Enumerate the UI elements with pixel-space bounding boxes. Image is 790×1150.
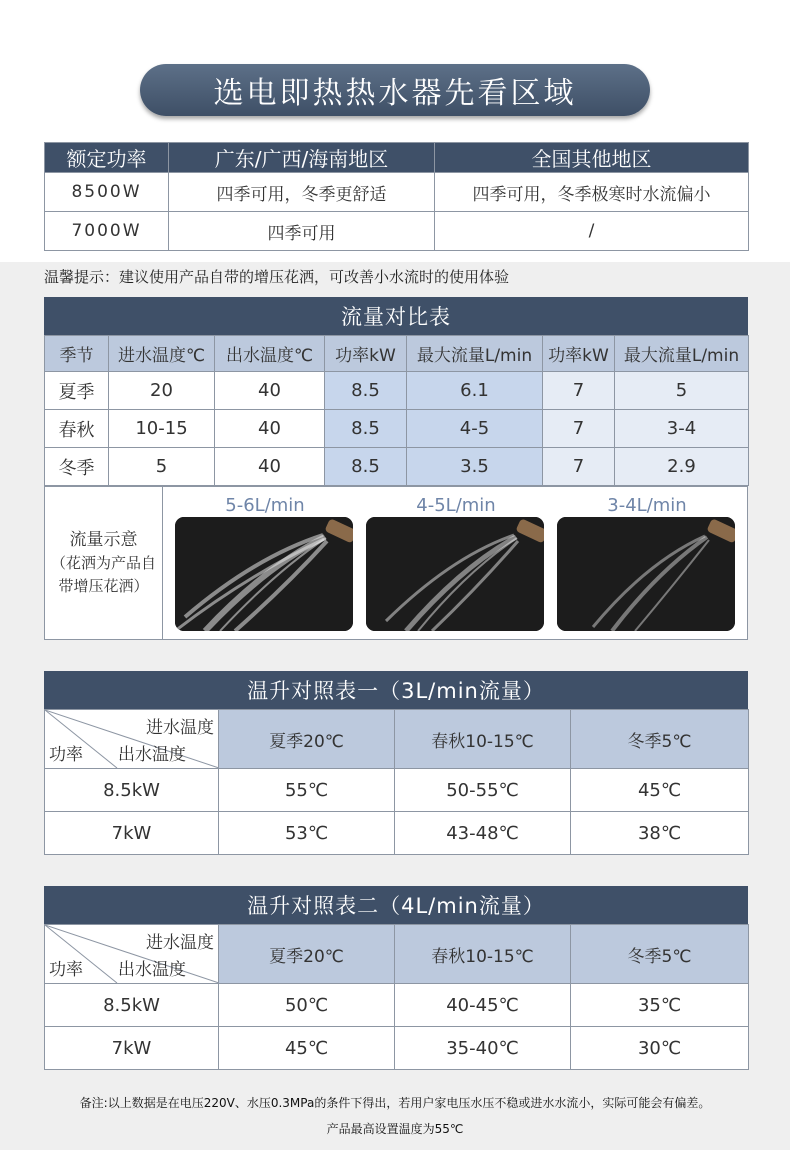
table-row bbox=[45, 410, 749, 448]
region-table-header bbox=[45, 143, 749, 173]
header-cell: 春秋10-15℃ bbox=[395, 710, 571, 769]
table-cell: 四季可用，冬季更舒适 bbox=[169, 173, 435, 212]
table-row bbox=[45, 372, 749, 410]
temp-table-title: 温升对照表一（3L/min流量） bbox=[44, 671, 748, 709]
shower-spray-icon bbox=[175, 517, 353, 631]
table-cell: 5 bbox=[615, 372, 749, 410]
shower-photo bbox=[175, 517, 353, 631]
table-cell: 7 bbox=[543, 410, 615, 448]
table-row bbox=[45, 448, 749, 486]
table-cell: 2.9 bbox=[615, 448, 749, 486]
flow-demo-label-line: （花洒为产品自 bbox=[50, 553, 156, 572]
tip-text: 温馨提示：建议使用产品自带的增压花洒，可改善小水流时的使用体验 bbox=[44, 268, 510, 286]
table-cell: 春秋 bbox=[45, 410, 109, 448]
table-cell: 35℃ bbox=[571, 984, 749, 1027]
temp-table-4l bbox=[44, 924, 749, 1070]
flow-table bbox=[44, 335, 749, 486]
table-cell: 冬季 bbox=[45, 448, 109, 486]
table-cell: 3.5 bbox=[407, 448, 543, 486]
table-cell: 53℃ bbox=[219, 812, 395, 855]
table-cell: 4-5 bbox=[407, 410, 543, 448]
table-cell: 35-40℃ bbox=[395, 1027, 571, 1070]
header-cell: 最大流量L/min bbox=[407, 336, 543, 372]
footnote: 备注:以上数据是在电压220V、水压0.3MPa的条件下得出，若用户家电压水压不稳或进水水流小，实际可能会有偏差。 bbox=[79, 1096, 711, 1110]
table-cell: 8.5 bbox=[325, 372, 407, 410]
table-cell: 8.5 bbox=[325, 410, 407, 448]
table-row bbox=[45, 1027, 749, 1070]
table-cell: 夏季 bbox=[45, 372, 109, 410]
table-cell: 20 bbox=[109, 372, 215, 410]
header-cell: 季节 bbox=[45, 336, 109, 372]
header-cell: 冬季5℃ bbox=[571, 710, 749, 769]
header-cell: 最大流量L/min bbox=[615, 336, 749, 372]
flow-demo bbox=[44, 486, 748, 640]
header-cell: 广东/广西/海南地区 bbox=[169, 143, 435, 173]
table-cell: / bbox=[435, 212, 749, 251]
corner-label-out: 出水温度 bbox=[118, 745, 186, 765]
corner-label-power: 功率 bbox=[49, 960, 83, 980]
table-row bbox=[45, 984, 749, 1027]
table-cell: 8.5kW bbox=[45, 769, 219, 812]
header-cell: 夏季20℃ bbox=[219, 925, 395, 984]
table-row bbox=[45, 173, 749, 212]
table-cell: 45℃ bbox=[219, 1027, 395, 1070]
table-cell: 40 bbox=[215, 372, 325, 410]
flow-demo-label-line: 带增压花洒） bbox=[58, 576, 149, 595]
table-cell: 55℃ bbox=[219, 769, 395, 812]
table-cell: 50-55℃ bbox=[395, 769, 571, 812]
table-cell: 8500W bbox=[45, 173, 169, 212]
corner-cell bbox=[45, 925, 219, 984]
temp-table-title: 温升对照表二（4L/min流量） bbox=[44, 886, 748, 924]
table-cell: 7 bbox=[543, 372, 615, 410]
page-title: 选电即热热水器先看区域 bbox=[140, 64, 650, 116]
table-cell: 四季可用 bbox=[169, 212, 435, 251]
shower-photo bbox=[557, 517, 735, 631]
header-cell: 夏季20℃ bbox=[219, 710, 395, 769]
temp-table-3l bbox=[44, 709, 749, 855]
table-cell: 45℃ bbox=[571, 769, 749, 812]
header-cell: 功率kW bbox=[543, 336, 615, 372]
table-cell: 6.1 bbox=[407, 372, 543, 410]
flow-table-header bbox=[45, 336, 749, 372]
table-row bbox=[45, 769, 749, 812]
temp-table-header bbox=[45, 710, 749, 769]
table-cell: 7kW bbox=[45, 1027, 219, 1070]
shot-caption: 5-6L/min bbox=[225, 495, 305, 516]
table-cell: 40-45℃ bbox=[395, 984, 571, 1027]
table-cell: 5 bbox=[109, 448, 215, 486]
corner-label-power: 功率 bbox=[49, 745, 83, 765]
footnote-max-temp: 产品最高设置温度为55℃ bbox=[326, 1122, 464, 1136]
corner-label-in: 进水温度 bbox=[146, 718, 214, 738]
header-cell: 冬季5℃ bbox=[571, 925, 749, 984]
region-table bbox=[44, 142, 749, 251]
header-cell: 功率kW bbox=[325, 336, 407, 372]
shower-spray-icon bbox=[557, 517, 735, 631]
table-row bbox=[45, 212, 749, 251]
header-cell: 春秋10-15℃ bbox=[395, 925, 571, 984]
header-cell: 进水温度℃ bbox=[109, 336, 215, 372]
flow-demo-label bbox=[45, 487, 163, 639]
table-cell: 8.5 bbox=[325, 448, 407, 486]
table-cell: 43-48℃ bbox=[395, 812, 571, 855]
table-cell: 30℃ bbox=[571, 1027, 749, 1070]
flow-table-title: 流量对比表 bbox=[44, 297, 748, 335]
temp-table-header bbox=[45, 925, 749, 984]
shot-caption: 3-4L/min bbox=[607, 495, 687, 516]
header-cell: 额定功率 bbox=[45, 143, 169, 173]
corner-label-in: 进水温度 bbox=[146, 933, 214, 953]
table-cell: 7000W bbox=[45, 212, 169, 251]
table-cell: 50℃ bbox=[219, 984, 395, 1027]
corner-label-out: 出水温度 bbox=[118, 960, 186, 980]
shower-spray-icon bbox=[366, 517, 544, 631]
table-cell: 10-15 bbox=[109, 410, 215, 448]
flow-demo-label-line: 流量示意 bbox=[69, 529, 138, 550]
table-cell: 40 bbox=[215, 448, 325, 486]
header-cell: 出水温度℃ bbox=[215, 336, 325, 372]
header-cell: 全国其他地区 bbox=[435, 143, 749, 173]
shower-photo bbox=[366, 517, 544, 631]
table-cell: 8.5kW bbox=[45, 984, 219, 1027]
table-cell: 38℃ bbox=[571, 812, 749, 855]
table-cell: 40 bbox=[215, 410, 325, 448]
table-cell: 7 bbox=[543, 448, 615, 486]
table-row bbox=[45, 812, 749, 855]
shot-caption: 4-5L/min bbox=[416, 495, 496, 516]
table-cell: 3-4 bbox=[615, 410, 749, 448]
table-cell: 四季可用，冬季极寒时水流偏小 bbox=[435, 173, 749, 212]
table-cell: 7kW bbox=[45, 812, 219, 855]
corner-cell bbox=[45, 710, 219, 769]
